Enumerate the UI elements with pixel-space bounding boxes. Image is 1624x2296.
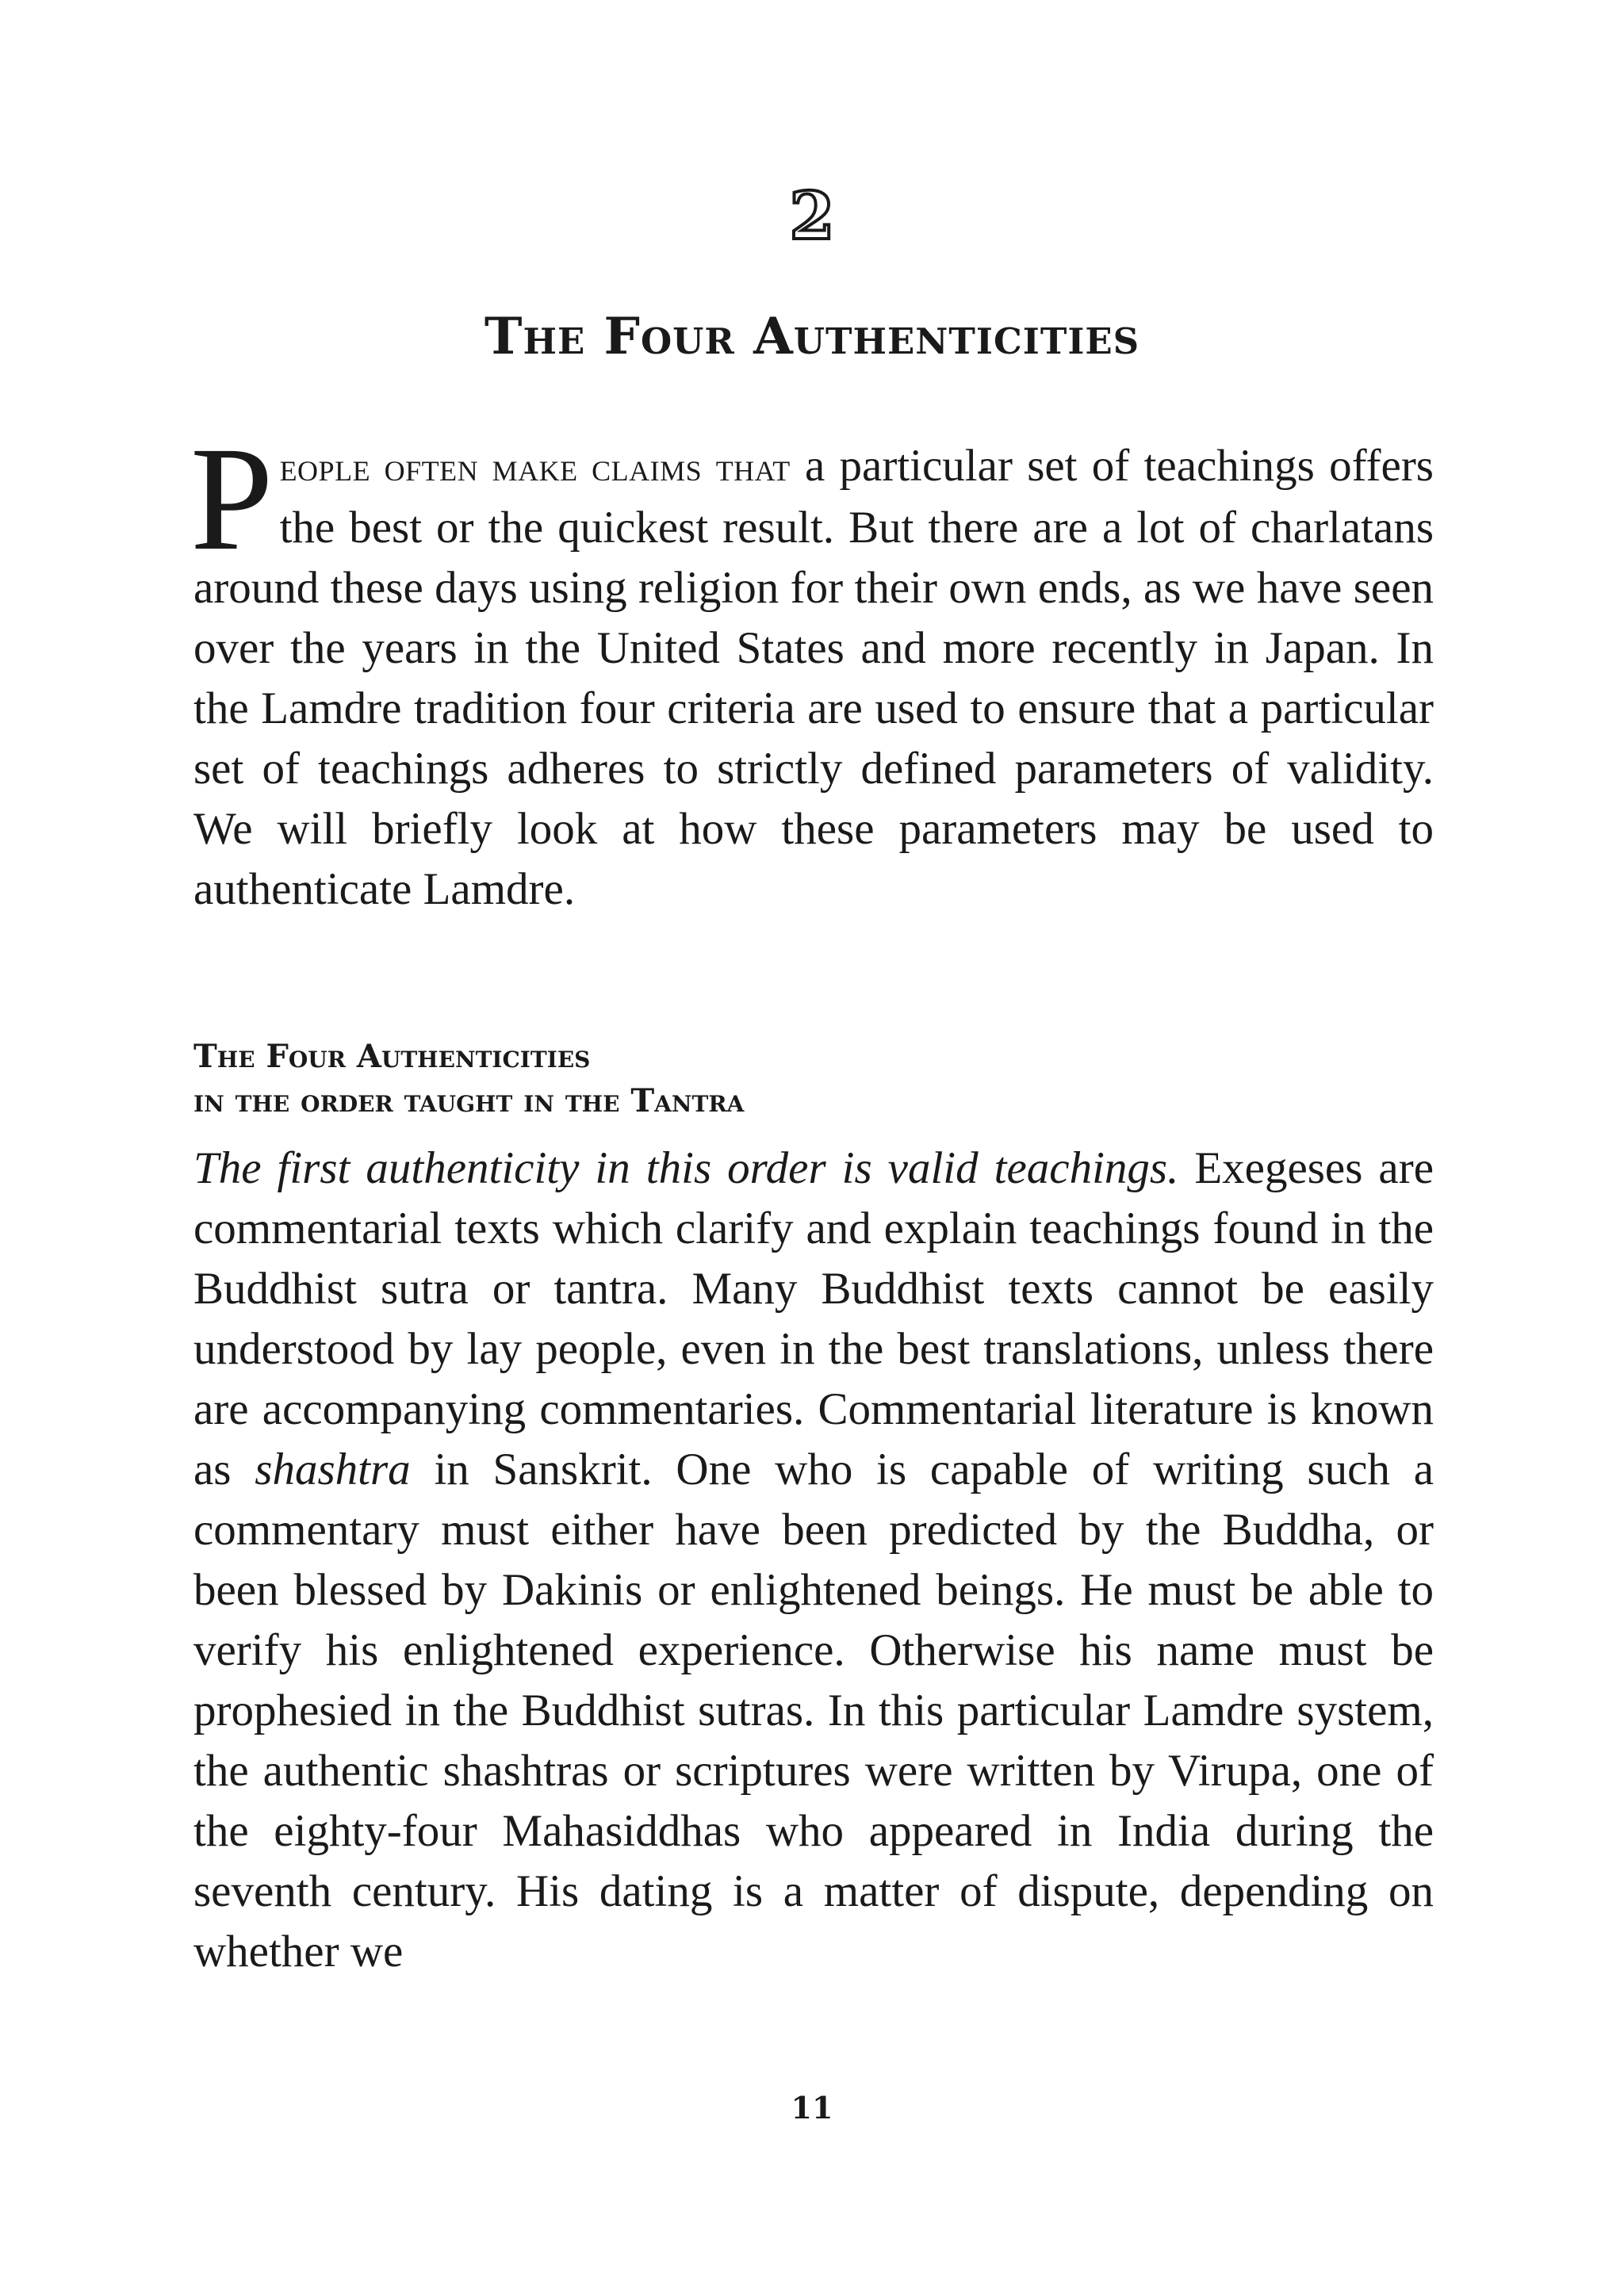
chapter-title: The Four Authenticities bbox=[484, 307, 1140, 366]
page-number: 11 bbox=[791, 2090, 833, 2126]
section-text-part-2: in Sanskrit. One who is capable of writing such a commentary must either have been predicted by the Buddha, or been blessed by Dakinis or enlightened beings. He must be able to verify his enlightened experience. Otherwise his name must be prophesied in the Buddhist sutras. In this particular Lamdre system, the authentic shashtras or scriptures were written by Virupa, one of the eighty-four Mahasiddhas who appeared in India during the seventh century. His dating is a matter of dispute, depending on whether we bbox=[193, 1445, 1434, 1976]
italic-term: shashtra bbox=[255, 1445, 411, 1494]
section-text-part-1: Exegeses are commentarial texts which clarify and explain teachings found in the Buddhist sutra or tantra. Many Buddhist texts cannot be easily understood by lay people, even in the best translations, unless there are accompanying commentaries. Commentarial literature is known as bbox=[193, 1143, 1434, 1494]
section-heading-line-2: in the order taught in the Tantra bbox=[193, 1082, 745, 1119]
section-lead-italic: The first authenticity in this order is valid teachings. bbox=[193, 1143, 1179, 1193]
intro-paragraph bbox=[190, 415, 1434, 920]
section-heading bbox=[193, 1035, 1434, 1123]
chapter-number: 2 bbox=[789, 178, 835, 254]
drop-cap: P bbox=[190, 415, 274, 581]
intro-lead-in: eople often make claims that bbox=[279, 445, 791, 490]
section-paragraph bbox=[193, 1138, 1434, 1982]
section-heading-line-1: The Four Authenticities bbox=[193, 1038, 591, 1075]
intro-text: a particular set of teachings offers the best or the quickest result. But there are a lot of charlatans around these days using religion for their own ends, as we have seen over the years in the United States and more recently in Japan. In the Lamdre tradition four criteria are used to ensure that a particular set of teachings adheres to strictly defined parameters of validity. We will briefly look at how these parameters may be used to authenticate Lamdre. bbox=[193, 441, 1434, 914]
